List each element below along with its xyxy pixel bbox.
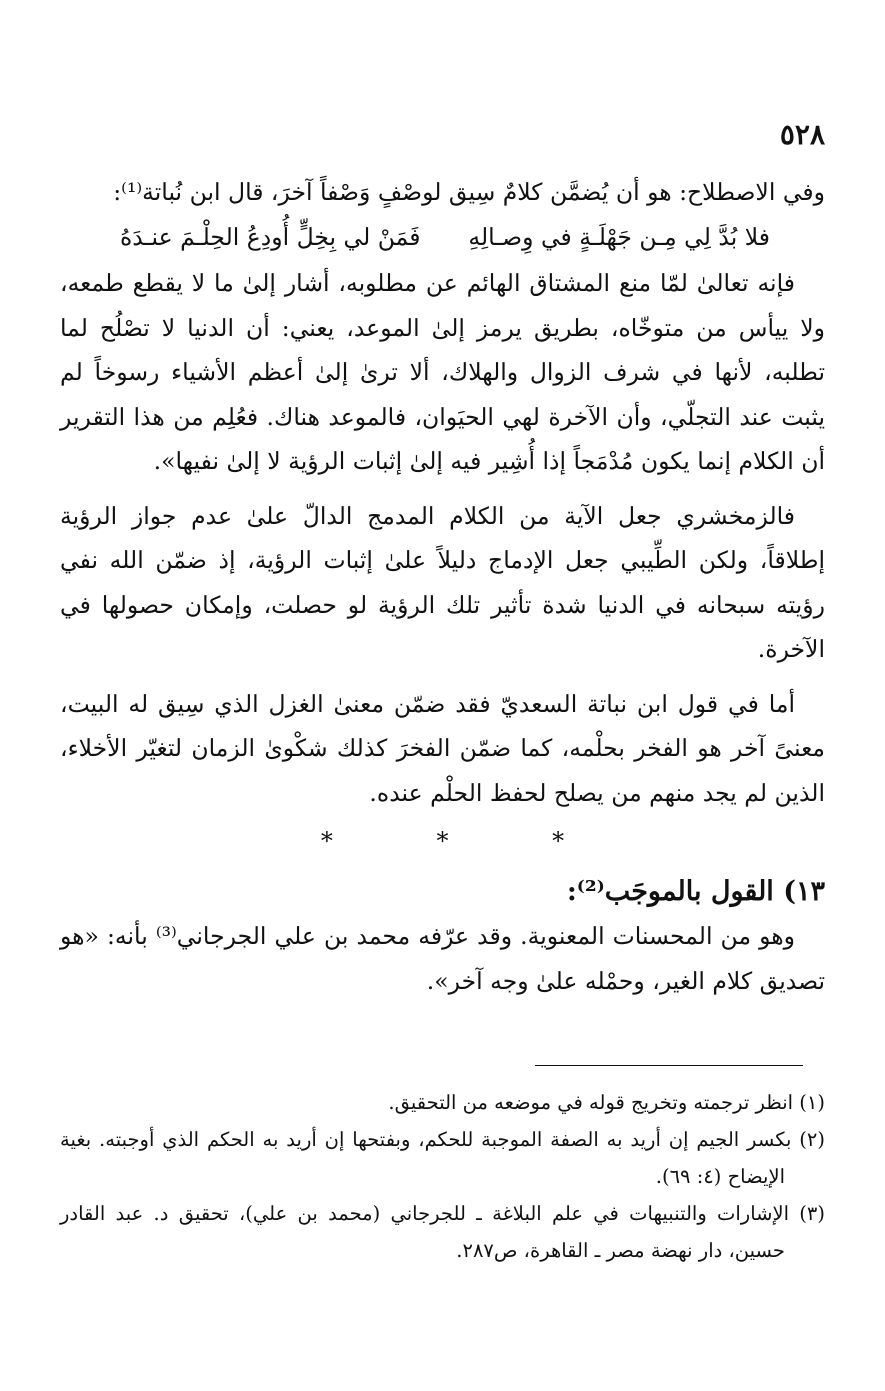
section-heading: ١٣) القول بالموجَب⁽²⁾: [566,875,825,907]
verse-first-hemistich: فلا بُدَّ لِي مِـن جَهْلَـةٍ في وِصـالِهِ [468,222,770,251]
paragraph-4: وهو من المحسنات المعنوية. وقد عرّفه محمد بن علي الجرجاني⁽³⁾ بأنه: «هو تصديق كلام الغير، وحمْله علىٰ وجه آخر». [60,922,825,995]
verse-second-hemistich: فَمَنْ لي بِخِلٍّ أُودِعُ الحِلْـمَ عنـدَهُ [120,222,421,251]
main-text [60,170,825,1003]
footnote-separator [535,1065,803,1066]
intro-paragraph: وفي الاصطلاح: هو أن يُضمَّن كلامٌ سِيق لوصْفٍ وَصْفاً آخرَ، قال ابن نُباتة⁽¹⁾: [113,178,825,206]
footnote-3: (٣) الإشارات والتنبيهات في علم البلاغة ـ للجرجاني (محمد بن علي)، تحقيق د. عبد القادر حسين، دار نهضة مصر ـ القاهرة، ص٢٨٧. [60,1202,825,1262]
paragraph-1: فإنه تعالىٰ لمّا منع المشتاق الهائم عن مطلوبه، أشار إلىٰ ما لا يقطع طمعه، ولا ييأس من متوخّاه، بطريق يرمز إلىٰ الموعد، يعني: أن الدنيا لا تصْلُح لما تطلبه، لأنها في شرف الزوال والهلاك، ألا ترىٰ إلىٰ أعظم الأشياء رسوخاً لم يثبت عند التجلّي، وأن الآخرة لهي الحيَوان، فالموعد هناك. فعُلِم من هذا التقرير أن الكلام إنما يكون مُدْمَجاً إذا أُشِير فيه إلىٰ إثبات الرؤية لا إلىٰ نفيها». [60,269,825,475]
section-divider: * * * [320,827,613,855]
page-number: ٥٢٨ [779,118,825,151]
poetry-verse [60,215,825,260]
paragraph-3: أما في قول ابن نباتة السعديّ فقد ضمّن معنىٰ الغزل الذي سِيق له البيت، معنىً آخر هو الفخر بحلْمه، كما ضمّن الفخرَ كذلك شكْوىٰ الزمان لتغيّر الأخلاء، الذين لم يجد منهم من يصلح لحفظ الحلْم عنده. [60,689,825,807]
footnote-2: (٢) بكسر الجيم إن أريد به الصفة الموجبة للحكم، وبفتحها إن أريد به الحكم الذي أوجبته. بغية الإيضاح (٤: ٦٩). [60,1128,825,1188]
footnotes [60,1084,825,1269]
footnote-1: (١) انظر ترجمته وتخريج قوله في موضعه من التحقيق. [388,1091,825,1114]
paragraph-2: فالزمخشري جعل الآية من الكلام المدمج الدالّ علىٰ عدم جواز الرؤية إطلاقاً، ولكن الطِّيبي جعل الإدماج دليلاً علىٰ إثبات الرؤية، إذ ضمّن الله نفي رؤيته سبحانه في الدنيا شدة تأثير تلك الرؤية لو حصلت، وإمكان حصولها في الآخرة. [60,501,825,663]
